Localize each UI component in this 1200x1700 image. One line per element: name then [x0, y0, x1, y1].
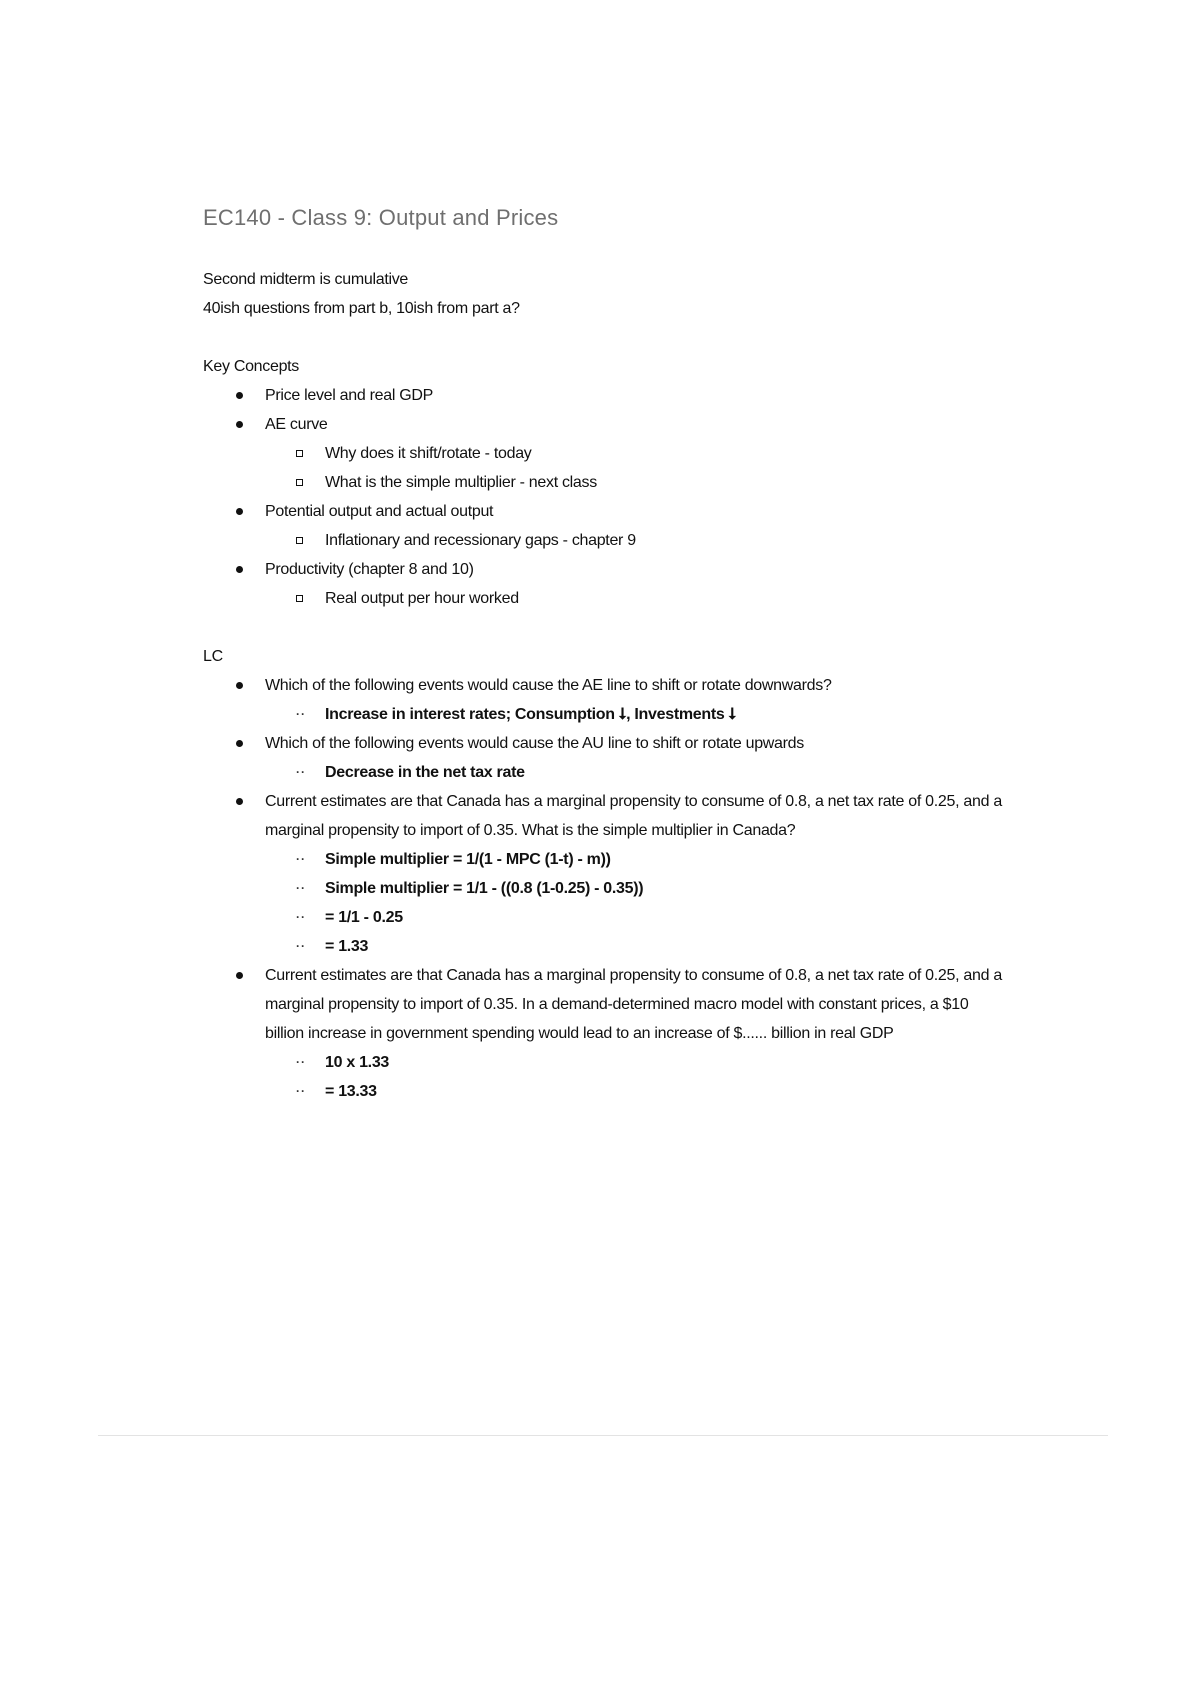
- question-item: Which of the following events would cause the AU line to shift or rotate upwards: [203, 729, 1003, 758]
- lc-list: [203, 671, 1003, 1106]
- bullet-icon: [236, 508, 243, 515]
- answer-item: ·· = 13.33: [203, 1077, 1003, 1106]
- bullet-icon: [236, 682, 243, 689]
- list-item: Potential output and actual output: [203, 497, 1003, 526]
- intro-line-1: Second midterm is cumulative: [203, 271, 409, 288]
- list-item: Price level and real GDP: [203, 381, 1003, 410]
- sub-list-item: What is the simple multiplier - next class: [203, 468, 1003, 497]
- bullet-icon: [236, 972, 243, 979]
- answer-item: ·· = 1.33: [203, 932, 1003, 961]
- square-bullet-icon: [296, 479, 303, 486]
- lc-heading: LC: [203, 648, 223, 665]
- dots-marker: ··: [296, 881, 306, 895]
- square-bullet-icon: [296, 450, 303, 457]
- dots-marker: ··: [296, 765, 306, 779]
- down-arrow-icon: ⭣: [728, 706, 736, 723]
- answer-item: ·· Decrease in the net tax rate: [203, 758, 1003, 787]
- key-concepts-list: [203, 381, 1003, 613]
- dots-marker: ··: [296, 1084, 306, 1098]
- question-item: Current estimates are that Canada has a marginal propensity to consume of 0.8, a net tax rate of 0.25, and a marginal propensity to import of 0.35. In a demand-determined macro model with constant prices, a $10 billion increase in government spending would lead to an increase of $...... billion in real GDP: [203, 961, 1003, 1048]
- bullet-icon: [236, 392, 243, 399]
- bullet-icon: [236, 798, 243, 805]
- page-divider: [98, 1435, 1108, 1436]
- key-concepts-heading: Key Concepts: [203, 358, 300, 375]
- list-item: Productivity (chapter 8 and 10): [203, 555, 1003, 584]
- bullet-icon: [236, 740, 243, 747]
- square-bullet-icon: [296, 537, 303, 544]
- intro-line-2: 40ish questions from part b, 10ish from part a?: [203, 300, 520, 317]
- answer-item: ·· Simple multiplier = 1/(1 - MPC (1-t) - m)): [203, 845, 1003, 874]
- dots-marker: ··: [296, 707, 306, 721]
- page-title: EC140 - Class 9: Output and Prices: [203, 205, 559, 230]
- list-item: AE curve: [203, 410, 1003, 439]
- answer-item: ·· Increase in interest rates; Consumption ⭣, Investments ⭣: [203, 700, 1003, 729]
- answer-item: ·· = 1/1 - 0.25: [203, 903, 1003, 932]
- dots-marker: ··: [296, 852, 306, 866]
- square-bullet-icon: [296, 595, 303, 602]
- dots-marker: ··: [296, 939, 306, 953]
- answer-item: ·· 10 x 1.33: [203, 1048, 1003, 1077]
- dots-marker: ··: [296, 1055, 306, 1069]
- sub-list-item: Why does it shift/rotate - today: [203, 439, 1003, 468]
- bullet-icon: [236, 421, 243, 428]
- sub-list-item: Inflationary and recessionary gaps - chapter 9: [203, 526, 1003, 555]
- dots-marker: ··: [296, 910, 306, 924]
- answer-item: ·· Simple multiplier = 1/1 - ((0.8 (1-0.25) - 0.35)): [203, 874, 1003, 903]
- document-body: [203, 203, 1003, 1106]
- bullet-icon: [236, 566, 243, 573]
- down-arrow-icon: ⭣: [618, 706, 627, 723]
- question-item: Current estimates are that Canada has a marginal propensity to consume of 0.8, a net tax rate of 0.25, and a marginal propensity to import of 0.35. What is the simple multiplier in Canada?: [203, 787, 1003, 845]
- sub-list-item: Real output per hour worked: [203, 584, 1003, 613]
- question-item: Which of the following events would cause the AE line to shift or rotate downwards?: [203, 671, 1003, 700]
